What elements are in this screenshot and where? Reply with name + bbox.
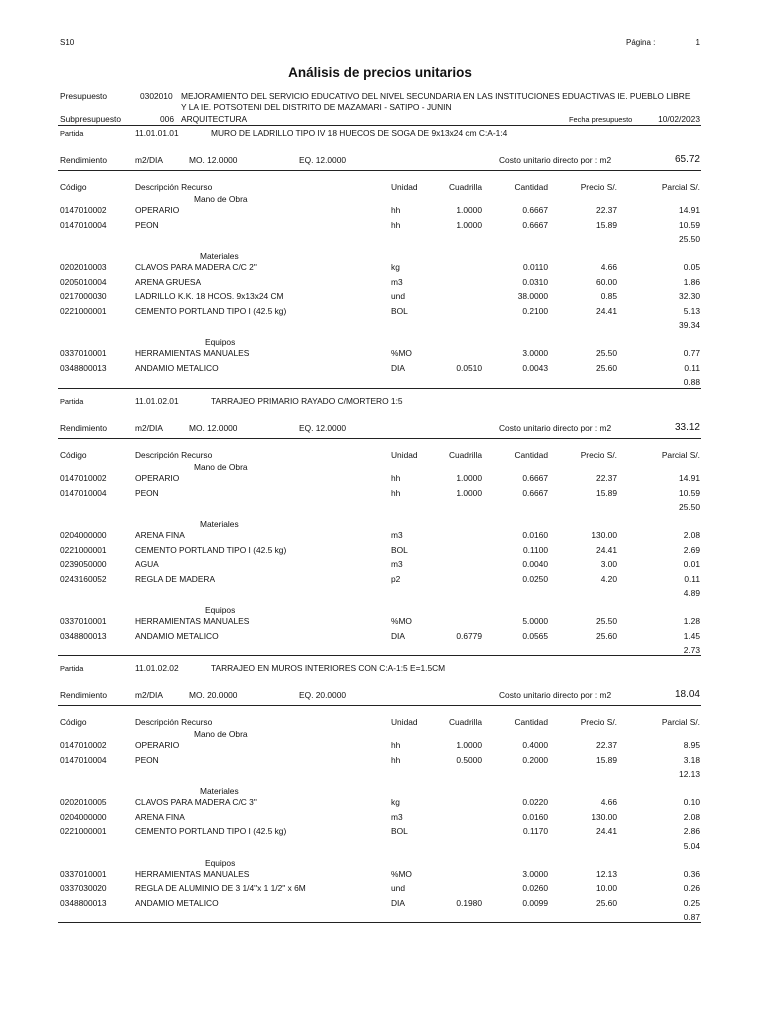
page-title: Análisis de precios unitarios xyxy=(288,65,472,80)
col-cuadrilla: Cuadrilla xyxy=(448,717,482,727)
row-precio: 4.66 xyxy=(600,262,617,272)
col-descripcion: Descripción Recurso xyxy=(135,717,213,727)
row-code: 0348800013 xyxy=(60,630,107,641)
partida-description: MURO DE LADRILLO TIPO IV 18 HUECOS DE SOGA DE 9x13x24 cm C:A-1:4 xyxy=(211,128,508,138)
row-unit: DIA xyxy=(391,630,405,641)
row-code: 0202010003 xyxy=(60,262,107,272)
row-parcial: 0.11 xyxy=(684,362,700,373)
row-parcial: 14.91 xyxy=(679,205,700,215)
row-code: 0147010004 xyxy=(60,487,107,498)
row-precio: 25.60 xyxy=(596,630,617,641)
row-code: 0337030020 xyxy=(60,883,107,893)
page-number: 1 xyxy=(695,38,700,47)
row-cuadrilla: 1.0000 xyxy=(456,219,482,230)
row-unit: %MO xyxy=(391,616,412,626)
row-cantidad: 0.1170 xyxy=(523,826,548,836)
row-precio: 3.00 xyxy=(600,559,617,569)
row-unit: p2 xyxy=(391,573,401,584)
row-unit: hh xyxy=(391,487,401,498)
rendimiento-label: Rendimiento xyxy=(60,423,108,433)
col-descripcion: Descripción Recurso xyxy=(135,450,213,460)
row-cantidad: 0.2100 xyxy=(522,305,548,316)
row-cantidad: 0.0110 xyxy=(523,262,548,272)
row-unit: m3 xyxy=(391,559,403,569)
row-precio: 15.89 xyxy=(596,219,617,230)
row-cantidad: 0.0043 xyxy=(522,362,548,373)
presupuesto-text-line2: Y LA IE. POTSOTENI DEL DISTRITO DE MAZAMARI - SATIPO - JUNIN xyxy=(181,102,452,112)
row-code: 0147010002 xyxy=(60,740,107,750)
row-code: 0348800013 xyxy=(60,897,107,908)
rendimiento-label: Rendimiento xyxy=(60,690,108,700)
row-parcial: 2.86 xyxy=(683,826,700,836)
row-description: REGLA DE MADERA xyxy=(135,573,216,584)
row-description: CLAVOS PARA MADERA C/C 3" xyxy=(135,797,257,807)
rendimiento-mo: MO. 12.0000 xyxy=(189,423,238,433)
row-cantidad: 3.0000 xyxy=(522,348,548,358)
row-precio: 24.41 xyxy=(596,826,617,836)
rendimiento-eq: EQ. 12.0000 xyxy=(299,423,347,433)
group-heading: Equipos xyxy=(205,605,236,615)
row-description: PEON xyxy=(135,754,159,765)
group-subtotal: 12.13 xyxy=(679,769,700,779)
rendimiento-eq: EQ. 20.0000 xyxy=(299,690,347,700)
row-parcial: 1.45 xyxy=(683,630,700,641)
section-divider xyxy=(58,388,701,389)
section-divider xyxy=(58,705,701,706)
row-precio: 22.37 xyxy=(596,473,617,483)
costo-unitario-value: 65.72 xyxy=(674,154,700,165)
row-cuadrilla: 0.5000 xyxy=(456,754,482,765)
row-code: 0221000001 xyxy=(60,544,107,555)
group-subtotal: 0.87 xyxy=(683,912,700,922)
row-unit: m3 xyxy=(391,276,403,287)
row-parcial: 2.69 xyxy=(683,544,700,555)
row-parcial: 10.59 xyxy=(679,487,700,498)
partida-code: 11.01.02.02 xyxy=(135,663,179,673)
rendimiento-mo: MO. 12.0000 xyxy=(189,155,238,165)
row-parcial: 3.18 xyxy=(683,754,700,765)
rendimiento-mo: MO. 20.0000 xyxy=(189,690,238,700)
group-subtotal: 0.88 xyxy=(683,377,700,387)
row-cantidad: 0.0160 xyxy=(522,811,548,822)
row-description: ANDAMIO METALICO xyxy=(135,897,219,908)
group-heading: Equipos xyxy=(205,337,236,347)
page-label: Página : xyxy=(626,38,656,47)
group-subtotal: 39.34 xyxy=(679,320,700,330)
row-cantidad: 0.0260 xyxy=(522,883,548,893)
row-unit: %MO xyxy=(391,868,412,879)
row-unit: %MO xyxy=(391,348,412,358)
group-subtotal: 25.50 xyxy=(679,502,700,512)
row-cantidad: 0.0040 xyxy=(522,559,548,569)
row-code: 0337010001 xyxy=(60,616,107,626)
col-unidad: Unidad xyxy=(391,717,418,727)
col-parcial: Parcial S/. xyxy=(661,717,700,727)
row-code: 0221000001 xyxy=(60,305,107,316)
section-divider xyxy=(58,922,701,923)
group-heading: Materiales xyxy=(200,519,239,529)
row-parcial: 0.26 xyxy=(683,883,700,893)
row-description: CEMENTO PORTLAND TIPO I (42.5 kg) xyxy=(135,305,287,316)
row-precio: 60.00 xyxy=(596,276,617,287)
row-precio: 22.37 xyxy=(596,205,617,215)
subpresupuesto-text: ARQUITECTURA xyxy=(181,114,248,124)
costo-unitario-value: 33.12 xyxy=(674,422,700,433)
presupuesto-code: 0302010 xyxy=(140,91,173,101)
col-cuadrilla: Cuadrilla xyxy=(448,182,482,192)
row-cantidad: 0.0250 xyxy=(522,573,548,584)
rendimiento-unit: m2/DIA xyxy=(135,690,163,700)
row-description: ARENA FINA xyxy=(135,811,185,822)
row-code: 0147010002 xyxy=(60,205,107,215)
row-precio: 12.13 xyxy=(596,868,617,879)
row-description: REGLA DE ALUMINIO DE 3 1/4"x 1 1/2" x 6M xyxy=(135,883,306,893)
row-code: 0147010002 xyxy=(60,473,107,483)
row-parcial: 5.13 xyxy=(683,305,700,316)
group-subtotal: 25.50 xyxy=(679,234,700,244)
row-unit: m3 xyxy=(391,530,403,540)
row-description: LADRILLO K.K. 18 HCOS. 9x13x24 CM xyxy=(135,291,284,301)
row-cantidad: 0.0310 xyxy=(522,276,548,287)
row-unit: DIA xyxy=(391,897,405,908)
rendimiento-label: Rendimiento xyxy=(60,155,108,165)
costo-unitario-label: Costo unitario directo por : m2 xyxy=(499,423,612,433)
partida-description: TARRAJEO PRIMARIO RAYADO C/MORTERO 1:5 xyxy=(211,396,403,406)
partida-label: Partida xyxy=(60,664,84,673)
row-code: 0348800013 xyxy=(60,362,107,373)
costo-unitario-label: Costo unitario directo por : m2 xyxy=(499,155,612,165)
row-precio: 24.41 xyxy=(596,305,617,316)
row-unit: DIA xyxy=(391,362,405,373)
row-description: HERRAMIENTAS MANUALES xyxy=(135,616,250,626)
row-unit: hh xyxy=(391,740,401,750)
row-unit: hh xyxy=(391,219,401,230)
row-cantidad: 0.4000 xyxy=(522,740,548,750)
row-parcial: 0.36 xyxy=(683,868,700,879)
row-unit: hh xyxy=(391,473,401,483)
row-precio: 22.37 xyxy=(596,740,617,750)
row-code: 0337010001 xyxy=(60,348,107,358)
row-precio: 25.60 xyxy=(596,897,617,908)
row-precio: 25.50 xyxy=(596,616,617,626)
col-descripcion: Descripción Recurso xyxy=(135,182,213,192)
row-parcial: 1.86 xyxy=(683,276,700,287)
row-precio: 4.20 xyxy=(600,573,617,584)
row-unit: BOL xyxy=(391,305,408,316)
row-description: ARENA FINA xyxy=(135,530,185,540)
presupuesto-text-line1: MEJORAMIENTO DEL SERVICIO EDUCATIVO DEL NIVEL SECUNDARIA EN LAS INSTITUCIONES EDUACTIVAS IE. PUEBLO LIBRE xyxy=(181,91,691,101)
row-precio: 10.00 xyxy=(596,883,617,893)
row-code: 0205010004 xyxy=(60,276,107,287)
group-heading: Materiales xyxy=(200,251,239,261)
row-parcial: 8.95 xyxy=(683,740,700,750)
header-divider xyxy=(58,125,701,126)
section-divider xyxy=(58,438,701,439)
row-description: CLAVOS PARA MADERA C/C 2" xyxy=(135,262,257,272)
rendimiento-eq: EQ. 12.0000 xyxy=(299,155,347,165)
col-unidad: Unidad xyxy=(391,182,418,192)
col-cantidad: Cantidad xyxy=(514,717,548,727)
group-subtotal: 2.73 xyxy=(683,645,700,655)
row-cantidad: 0.6667 xyxy=(522,473,548,483)
fecha-label: Fecha presupuesto xyxy=(569,115,633,124)
row-code: 0204000000 xyxy=(60,530,107,540)
col-precio: Precio S/. xyxy=(580,717,617,727)
row-precio: 0.85 xyxy=(600,291,617,301)
row-cantidad: 0.0099 xyxy=(522,897,548,908)
row-precio: 24.41 xyxy=(596,544,617,555)
row-parcial: 0.01 xyxy=(683,559,700,569)
row-cantidad: 0.2000 xyxy=(522,754,548,765)
presupuesto-label: Presupuesto xyxy=(60,91,108,101)
row-description: ANDAMIO METALICO xyxy=(135,362,219,373)
row-description: ARENA GRUESA xyxy=(135,276,202,287)
row-precio: 25.60 xyxy=(596,362,617,373)
row-cuadrilla: 0.1980 xyxy=(456,897,482,908)
row-cantidad: 5.0000 xyxy=(522,616,548,626)
row-unit: BOL xyxy=(391,544,408,555)
row-cuadrilla: 1.0000 xyxy=(456,473,482,483)
row-code: 0147010004 xyxy=(60,219,107,230)
row-description: OPERARIO xyxy=(135,740,180,750)
costo-unitario-label: Costo unitario directo por : m2 xyxy=(499,690,612,700)
group-subtotal: 5.04 xyxy=(683,840,700,851)
row-parcial: 2.08 xyxy=(683,811,700,822)
col-precio: Precio S/. xyxy=(580,450,617,460)
rendimiento-unit: m2/DIA xyxy=(135,155,163,165)
row-code: 0243160052 xyxy=(60,573,107,584)
fecha-value: 10/02/2023 xyxy=(658,114,700,124)
row-description: CEMENTO PORTLAND TIPO I (42.5 kg) xyxy=(135,544,287,555)
row-precio: 15.89 xyxy=(596,754,617,765)
row-description: AGUA xyxy=(135,559,159,569)
row-parcial: 0.05 xyxy=(683,262,700,272)
partida-code: 11.01.02.01 xyxy=(135,396,179,406)
row-description: OPERARIO xyxy=(135,473,180,483)
row-unit: hh xyxy=(391,205,401,215)
row-cantidad: 0.0160 xyxy=(522,530,548,540)
row-cantidad: 0.0565 xyxy=(522,630,548,641)
row-cuadrilla: 1.0000 xyxy=(456,205,482,215)
col-cantidad: Cantidad xyxy=(514,450,548,460)
group-heading: Mano de Obra xyxy=(194,194,248,204)
row-unit: kg xyxy=(391,262,400,272)
row-cantidad: 0.6667 xyxy=(522,487,548,498)
col-unidad: Unidad xyxy=(391,450,418,460)
subpresupuesto-code: 006 xyxy=(160,114,174,124)
section-divider xyxy=(58,655,701,656)
row-parcial: 14.91 xyxy=(679,473,700,483)
subpresupuesto-label: Subpresupuesto xyxy=(60,114,121,124)
row-parcial: 1.28 xyxy=(683,616,700,626)
row-cuadrilla: 1.0000 xyxy=(456,740,482,750)
group-heading: Equipos xyxy=(205,857,236,868)
col-parcial: Parcial S/. xyxy=(661,182,700,192)
group-heading: Mano de Obra xyxy=(194,462,248,472)
group-heading: Mano de Obra xyxy=(194,729,248,739)
row-precio: 15.89 xyxy=(596,487,617,498)
col-precio: Precio S/. xyxy=(580,182,617,192)
row-description: OPERARIO xyxy=(135,205,180,215)
row-parcial: 10.59 xyxy=(679,219,700,230)
partida-label: Partida xyxy=(60,397,84,406)
rendimiento-unit: m2/DIA xyxy=(135,423,163,433)
row-unit: kg xyxy=(391,797,400,807)
row-cuadrilla: 0.0510 xyxy=(456,362,482,373)
row-code: 0217000030 xyxy=(60,291,107,301)
row-unit: und xyxy=(391,883,405,893)
group-heading: Materiales xyxy=(200,786,239,796)
row-unit: und xyxy=(391,291,405,301)
row-precio: 25.50 xyxy=(596,348,617,358)
row-unit: BOL xyxy=(391,826,408,836)
partida-code: 11.01.01.01 xyxy=(135,128,179,138)
partida-label: Partida xyxy=(60,129,84,138)
row-cantidad: 0.6667 xyxy=(522,205,548,215)
row-unit: m3 xyxy=(391,811,403,822)
row-cuadrilla: 1.0000 xyxy=(456,487,482,498)
row-cantidad: 0.0220 xyxy=(522,797,548,807)
col-cuadrilla: Cuadrilla xyxy=(448,450,482,460)
row-description: CEMENTO PORTLAND TIPO I (42.5 kg) xyxy=(135,826,287,836)
row-parcial: 2.08 xyxy=(683,530,700,540)
partida-description: TARRAJEO EN MUROS INTERIORES CON C:A-1:5 E=1.5CM xyxy=(211,663,446,673)
row-code: 0221000001 xyxy=(60,826,107,836)
row-parcial: 32.30 xyxy=(679,291,700,301)
row-description: HERRAMIENTAS MANUALES xyxy=(135,348,250,358)
row-code: 0147010004 xyxy=(60,754,107,765)
col-codigo: Código xyxy=(60,450,87,460)
row-description: HERRAMIENTAS MANUALES xyxy=(135,868,250,879)
row-unit: hh xyxy=(391,754,401,765)
row-parcial: 0.11 xyxy=(684,573,700,584)
costo-unitario-value: 18.04 xyxy=(674,689,700,700)
col-codigo: Código xyxy=(60,717,87,727)
row-parcial: 0.10 xyxy=(683,797,700,807)
row-cantidad: 0.1100 xyxy=(523,544,548,555)
row-description: ANDAMIO METALICO xyxy=(135,630,219,641)
row-code: 0337010001 xyxy=(60,868,107,879)
row-precio: 130.00 xyxy=(591,811,617,822)
row-description: PEON xyxy=(135,487,159,498)
software-code: S10 xyxy=(60,38,75,47)
row-cantidad: 0.6667 xyxy=(522,219,548,230)
row-precio: 130.00 xyxy=(591,530,617,540)
row-code: 0204000000 xyxy=(60,811,107,822)
row-precio: 4.66 xyxy=(600,797,617,807)
col-parcial: Parcial S/. xyxy=(661,450,700,460)
group-subtotal: 4.89 xyxy=(683,588,700,598)
row-cuadrilla: 0.6779 xyxy=(456,630,482,641)
row-parcial: 0.25 xyxy=(683,897,700,908)
col-codigo: Código xyxy=(60,182,87,192)
col-cantidad: Cantidad xyxy=(514,182,548,192)
row-code: 0239050000 xyxy=(60,559,107,569)
row-cantidad: 3.0000 xyxy=(522,868,548,879)
row-cantidad: 38.0000 xyxy=(517,291,548,301)
section-divider xyxy=(58,170,701,171)
row-description: PEON xyxy=(135,219,159,230)
row-code: 0202010005 xyxy=(60,797,107,807)
row-parcial: 0.77 xyxy=(683,348,700,358)
